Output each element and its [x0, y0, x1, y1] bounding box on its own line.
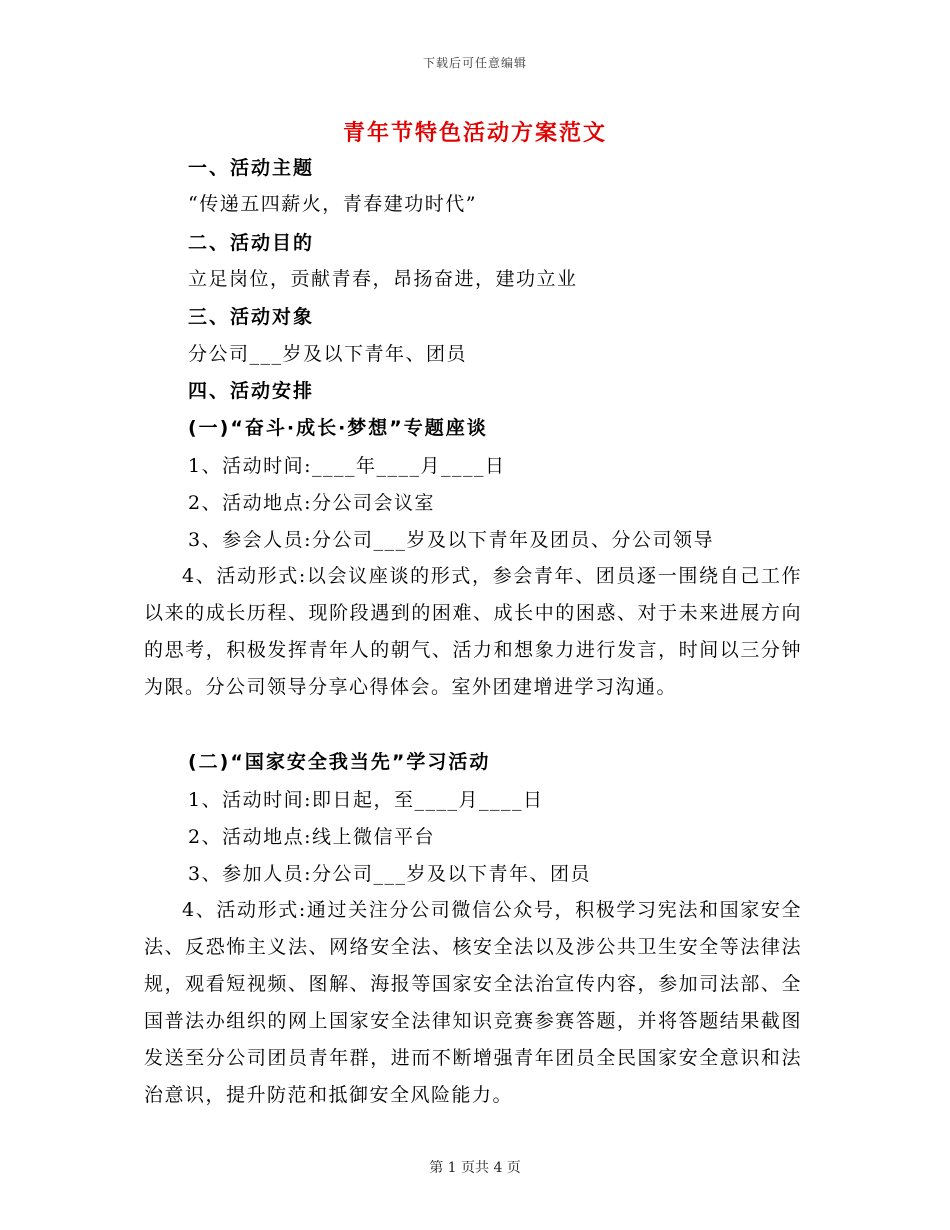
activity-1-item-4: 4、活动形式:以会议座谈的形式，参会青年、团员逐一围绕自己工作以来的成长历程、现阶段遇到的困难、成长中的困惑、对于未来进展方向的思考，积极发挥青年人的朝气、活力和想象力进行发言，时间以三分钟为限。分公司领导分享心得体会。室外团建增进学习沟通。: [144, 565, 802, 698]
header-note: 下载后可任意编辑: [422, 56, 527, 70]
activity-1-item-2: 2、活动地点:分公司会议室: [188, 492, 435, 514]
activity-2-item-4: 4、活动形式:通过关注分公司微信公众号，积极学习宪法和国家安全法、反恐怖主义法、网络安全法、核安全法以及涉公共卫生安全等法律法规，观看短视频、图解、海报等国家安全法治宣传内容，参加司法部、全国普法办组织的网上国家安全法律知识竞赛参赛答题，并将答题结果截图发送至分公司团员青年群，进而不断增强青年团员全民国家安全意识和法治意识，提升防范和抵御安全风险能力。: [144, 899, 802, 1106]
activity-2-item-3: 3、参加人员:分公司___岁及以下青年、团员: [188, 863, 591, 885]
activity-2-item-2: 2、活动地点:线上微信平台: [188, 826, 435, 848]
section-3-text: 分公司___岁及以下青年、团员: [188, 343, 468, 365]
activity-1-item-1: 1、活动时间:____年____月____日: [188, 455, 506, 477]
page-footer: 第 1 页共 4 页: [429, 1160, 521, 1176]
section-2-text: 立足岗位，贡献青春，昂扬奋进，建功立业: [188, 268, 578, 290]
activity-2-item-1: 1、活动时间:即日起，至____月____日: [188, 789, 544, 811]
activity-1-item-3: 3、参会人员:分公司___岁及以下青年及团员、分公司领导: [188, 529, 714, 551]
section-3-heading: 三、活动对象: [188, 306, 315, 328]
section-1-heading: 一、活动主题: [188, 157, 315, 179]
section-2-heading: 二、活动目的: [188, 232, 315, 254]
activity-2-heading: (二)“国家安全我当先”学习活动: [188, 751, 491, 773]
activity-1-heading: (一)“奋斗·成长·梦想”专题座谈: [188, 417, 488, 439]
document-title: 青年节特色活动方案范文: [342, 120, 607, 146]
section-1-text: “传递五四薪火，青春建功时代”: [188, 193, 477, 215]
section-4-heading: 四、活动安排: [188, 380, 315, 402]
